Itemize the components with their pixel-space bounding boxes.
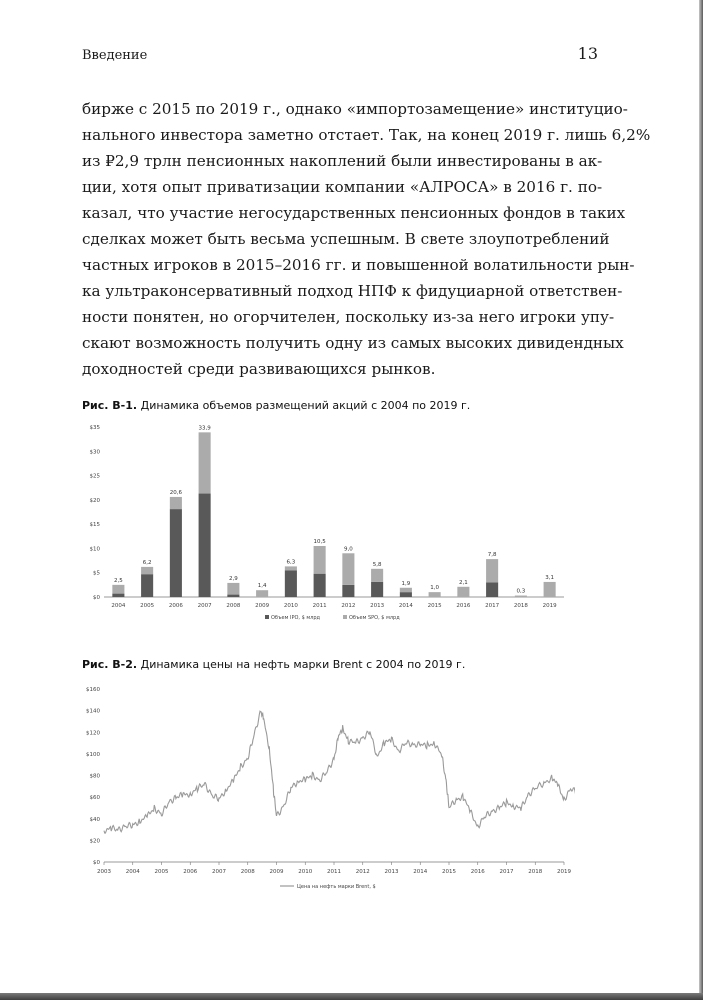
- viewer-bottom-bar: [0, 993, 703, 1000]
- x-tick-label: 2016: [470, 869, 485, 875]
- bar-spo: [227, 583, 239, 595]
- bar-spo: [429, 592, 441, 597]
- legend-label-ipo: Объем IPO, $ млрд: [271, 615, 320, 621]
- y-tick-label: $0: [93, 860, 100, 866]
- x-tick-label: 2005: [140, 603, 155, 609]
- data-label: 2,9: [229, 575, 238, 582]
- x-tick-label: 2011: [312, 603, 327, 609]
- data-label: 9,0: [344, 546, 353, 553]
- x-tick-label: 2011: [327, 869, 341, 875]
- data-label: 6,2: [142, 559, 152, 566]
- bar-spo: [141, 567, 153, 574]
- y-tick-label: $0: [93, 595, 100, 601]
- data-label: 1,9: [401, 580, 411, 587]
- x-tick-label: 2003: [97, 869, 111, 875]
- y-tick-label: $10: [89, 546, 100, 553]
- legend-label-spo: Объем SPO, $ млрд: [349, 615, 400, 621]
- bar-spo: [486, 559, 498, 582]
- bar-ipo: [486, 582, 498, 597]
- text-line: ции, хотя опыт приватизации компании «АЛРОСА» в 2016 г. по-: [82, 178, 603, 196]
- legend-swatch-ipo: [265, 615, 269, 619]
- bar-ipo: [141, 574, 153, 597]
- bar-spo: [515, 596, 527, 597]
- figure2-caption: [82, 658, 602, 671]
- y-tick-label: $35: [89, 425, 100, 431]
- bar-spo: [314, 546, 326, 574]
- data-label: 3,1: [545, 574, 554, 581]
- bar-ipo: [199, 494, 211, 597]
- x-tick-label: 2013: [370, 603, 385, 609]
- x-tick-label: 2009: [269, 869, 284, 875]
- bar-ipo: [112, 594, 124, 597]
- x-tick-label: 2006: [183, 869, 198, 875]
- section-title: Введение: [82, 48, 148, 63]
- text-line: скают возможность получить одну из самых высоких дивидендных: [82, 334, 624, 352]
- data-label: 33,9: [198, 425, 211, 432]
- x-tick-label: 2016: [456, 603, 471, 609]
- text-line: нального инвестора заметно отстает. Так, на конец 2019 г. лишь 6,2%: [82, 126, 651, 144]
- text-line: ности понятен, но огорчителен, поскольку из-за него игроки упу-: [82, 308, 615, 326]
- x-tick-label: 2007: [197, 603, 212, 609]
- data-label: 0,3: [516, 588, 526, 595]
- x-tick-label: 2010: [298, 869, 313, 875]
- x-tick-label: 2004: [125, 869, 140, 875]
- x-tick-label: 2006: [168, 603, 183, 609]
- y-tick-label: $100: [86, 751, 100, 758]
- running-head: [82, 44, 598, 64]
- x-tick-label: 2015: [442, 869, 456, 875]
- legend-swatch-spo: [343, 615, 347, 619]
- bar-spo: [371, 569, 383, 582]
- bar-ipo: [342, 585, 354, 597]
- figure1-title: Динамика объемов размещений акций с 2004 по 2019 г.: [140, 399, 471, 412]
- x-tick-label: 2019: [542, 603, 557, 609]
- page-number: 13: [577, 44, 598, 63]
- page-edge-shadow: [699, 0, 703, 1000]
- x-tick-label: 2012: [355, 869, 370, 875]
- y-tick-label: $60: [89, 795, 100, 802]
- text-line: частных игроков в 2015–2016 гг. и повышенной волатильности рын-: [82, 256, 635, 274]
- x-tick-label: 2014: [413, 869, 428, 875]
- bar-ipo: [371, 582, 383, 597]
- bar-spo: [256, 590, 268, 597]
- y-tick-label: $140: [86, 708, 100, 715]
- data-label: 20,6: [169, 489, 182, 496]
- figure2-label: Рис. В-2.: [82, 658, 138, 671]
- text-line: казал, что участие негосударственных пенсионных фондов в таких: [82, 204, 626, 222]
- y-tick-label: $20: [89, 838, 100, 845]
- figure1-caption: [82, 399, 602, 412]
- bar-spo: [199, 432, 211, 493]
- text-line: ка ультраконсервативный подход НПФ к фидуциарной ответствен-: [82, 282, 623, 300]
- bar-spo: [285, 566, 297, 570]
- text-line: из ₽2,9 трлн пенсионных накоплений были инвестированы в ак-: [82, 152, 603, 170]
- x-tick-label: 2019: [557, 869, 571, 875]
- data-label: 2,5: [114, 577, 123, 584]
- brent-price-line: [104, 711, 575, 833]
- body-paragraph: [82, 96, 651, 382]
- x-tick-label: 2008: [226, 603, 241, 609]
- y-tick-label: $5: [93, 570, 100, 577]
- brent-price-line-chart: [80, 680, 575, 895]
- data-label: 2,1: [459, 579, 468, 586]
- data-label: 10,5: [313, 539, 326, 545]
- figure2-title: Динамика цены на нефть марки Brent с 2004 по 2019 г.: [140, 658, 466, 671]
- y-tick-label: $160: [86, 687, 100, 693]
- text-line: сделках может быть весьма успешным. В свете злоупотреблений: [82, 230, 610, 248]
- data-label: 6,3: [286, 559, 296, 566]
- bar-ipo: [400, 592, 412, 597]
- x-tick-label: 2008: [240, 869, 255, 875]
- text-line: бирже с 2015 по 2019 г., однако «импортозамещение» институцио-: [82, 100, 628, 118]
- bar-spo: [342, 553, 354, 585]
- x-tick-label: 2010: [283, 603, 298, 609]
- bar-spo: [112, 585, 124, 594]
- x-tick-label: 2015: [427, 603, 442, 609]
- bar-spo: [400, 588, 412, 592]
- bar-spo: [457, 587, 469, 597]
- y-tick-label: $40: [89, 816, 100, 823]
- x-tick-label: 2009: [255, 603, 270, 609]
- bar-ipo: [285, 570, 297, 597]
- y-tick-label: $15: [89, 522, 100, 529]
- x-tick-label: 2017: [485, 603, 500, 609]
- x-tick-label: 2013: [384, 869, 399, 875]
- ipo-spo-bar-chart: [80, 420, 570, 625]
- y-tick-label: $120: [86, 730, 100, 737]
- y-tick-label: $30: [89, 449, 100, 456]
- legend-label-brent: Цена на нефть марки Brent, $: [297, 884, 376, 890]
- x-tick-label: 2018: [513, 603, 528, 609]
- bar-spo: [544, 582, 556, 597]
- bar-ipo: [170, 509, 182, 597]
- y-tick-label: $20: [89, 497, 100, 504]
- bar-spo: [170, 497, 182, 509]
- data-label: 7,8: [487, 552, 497, 559]
- bar-ipo: [227, 595, 239, 597]
- text-line: доходностей среди развивающихся рынков.: [82, 360, 436, 378]
- figure1-label: Рис. В-1.: [82, 399, 138, 412]
- data-label: 1,4: [257, 583, 267, 590]
- x-tick-label: 2005: [154, 869, 169, 875]
- x-tick-label: 2004: [111, 603, 126, 609]
- x-tick-label: 2007: [212, 869, 226, 875]
- data-label: 5,8: [372, 561, 382, 568]
- y-tick-label: $80: [89, 773, 100, 780]
- bar-ipo: [314, 574, 326, 597]
- x-tick-label: 2018: [528, 869, 543, 875]
- y-tick-label: $25: [89, 473, 100, 480]
- data-label: 1,0: [430, 585, 439, 592]
- x-tick-label: 2014: [398, 603, 413, 609]
- x-tick-label: 2012: [341, 603, 356, 609]
- x-tick-label: 2017: [499, 869, 514, 875]
